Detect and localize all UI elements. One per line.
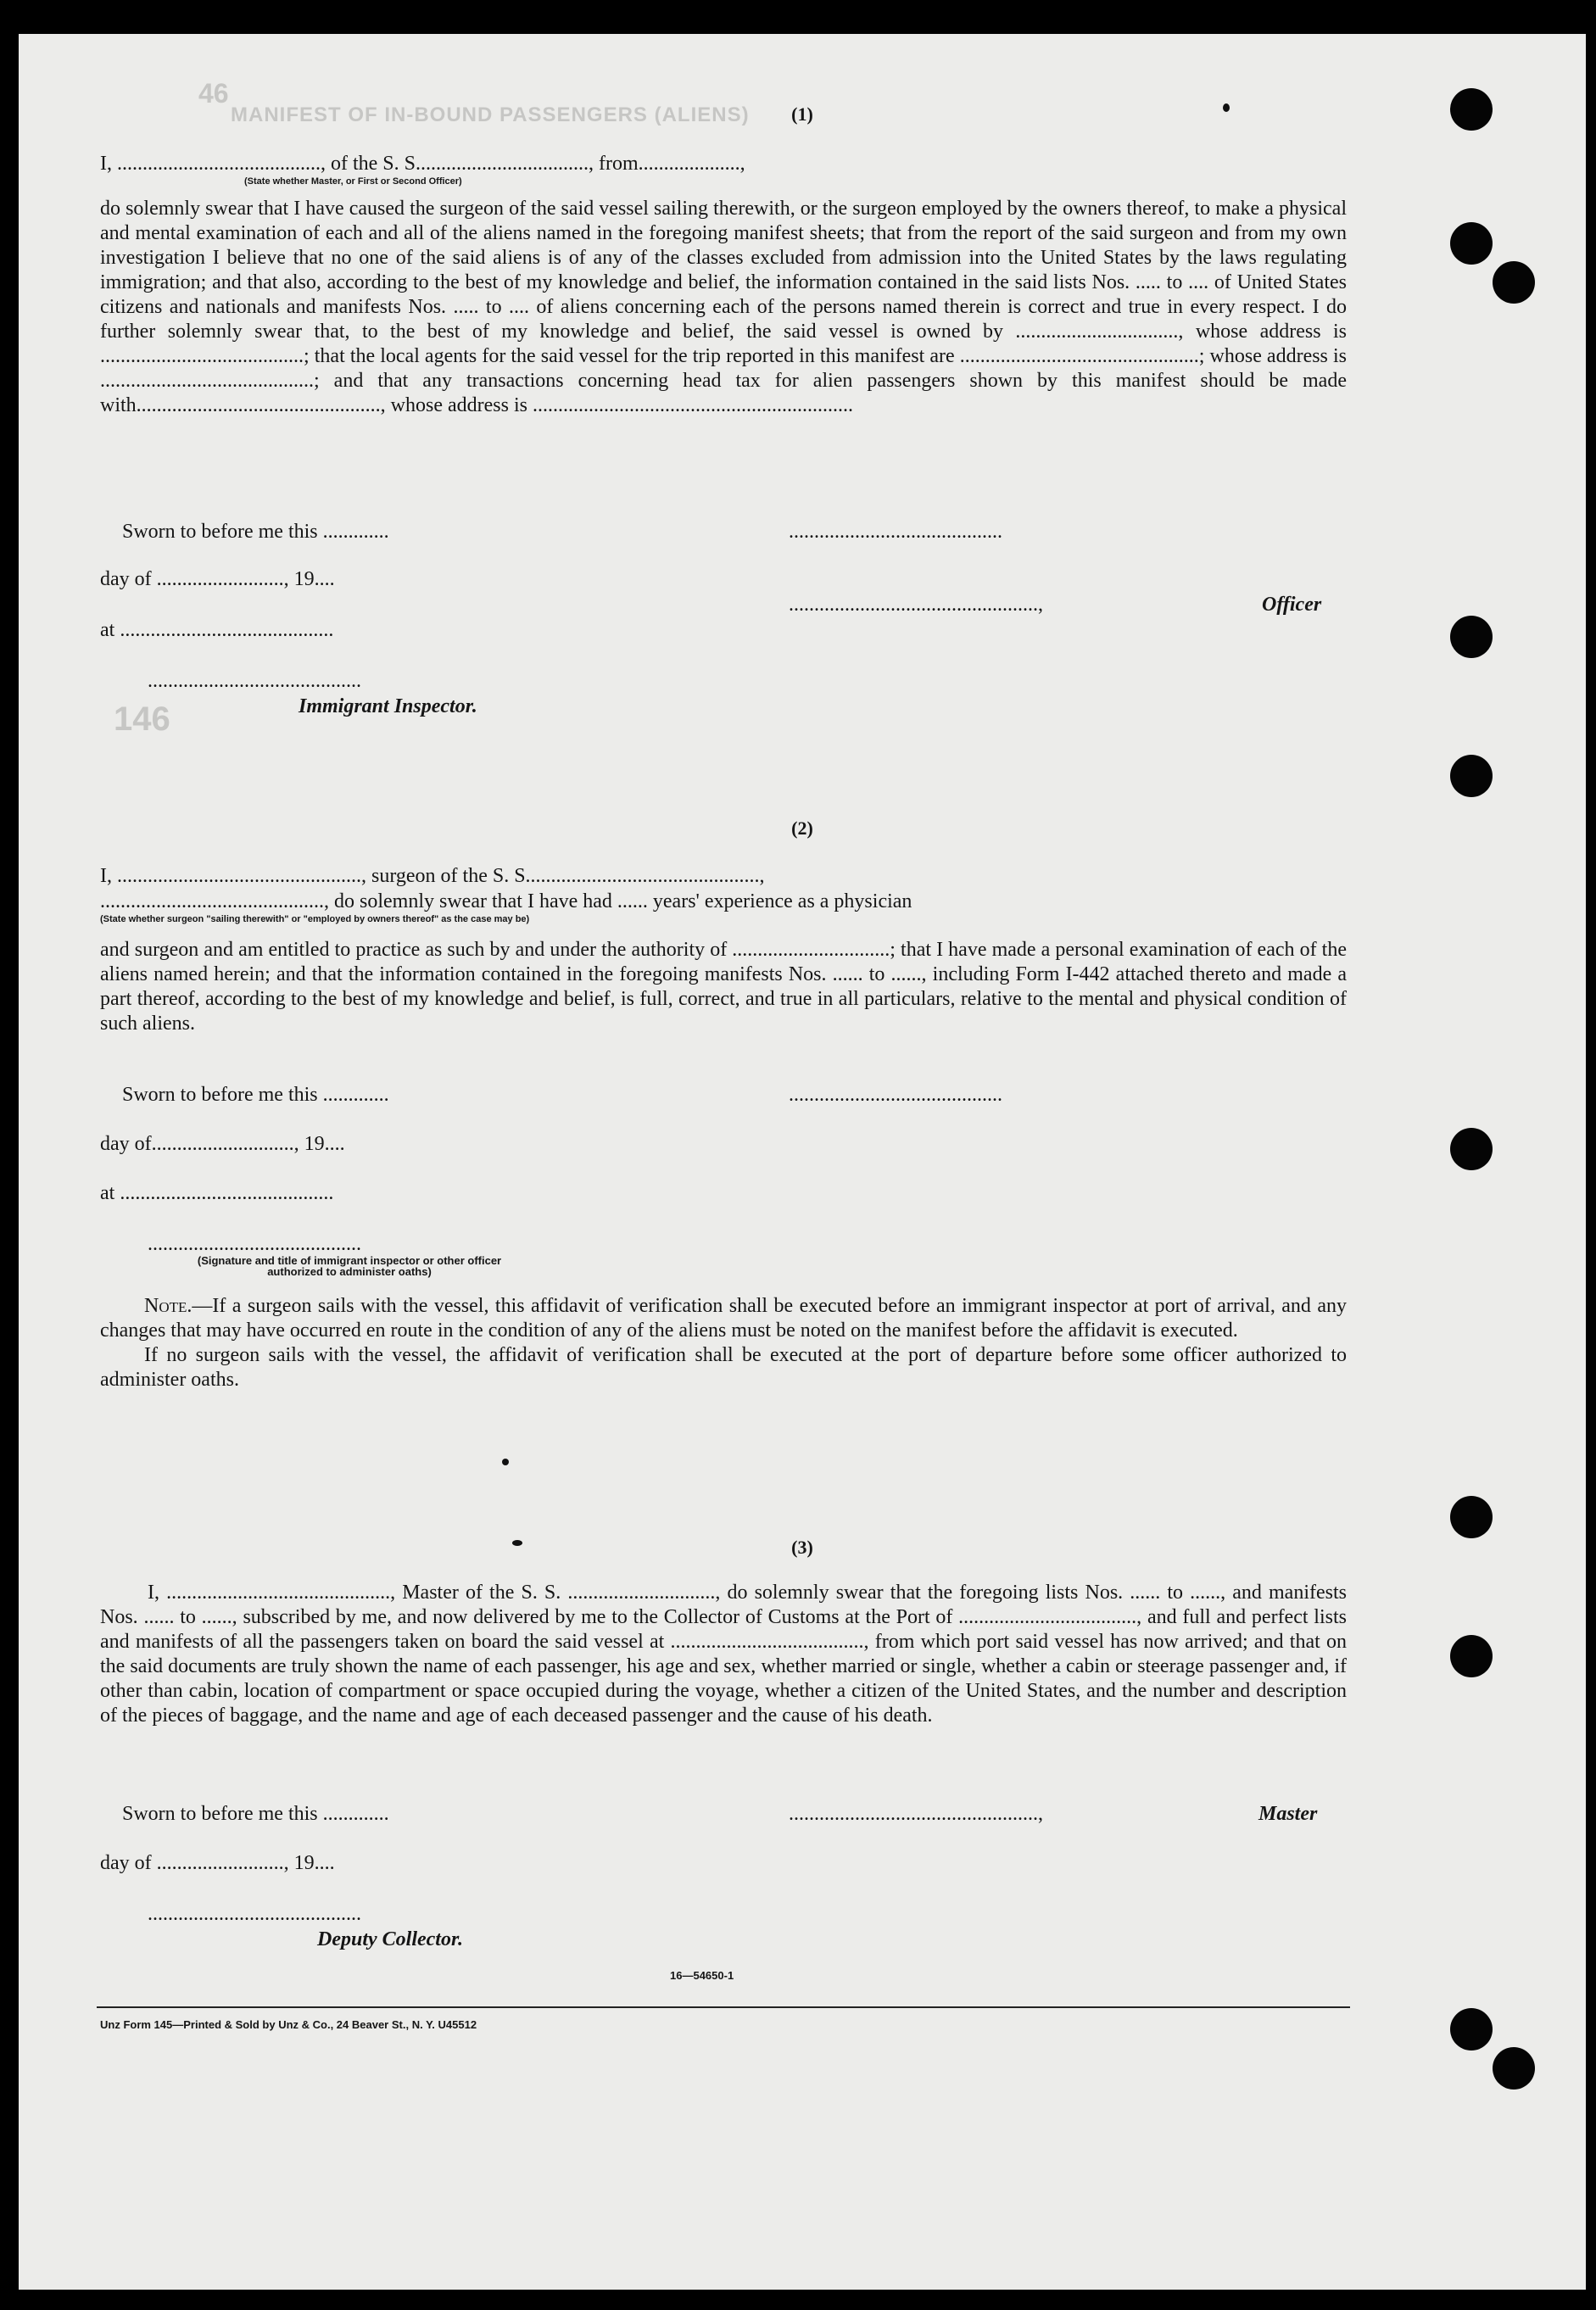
punch-hole xyxy=(1450,1635,1493,1677)
section-2-note xyxy=(100,1294,1347,1392)
punch-hole xyxy=(1450,616,1493,658)
punch-hole xyxy=(1450,2008,1493,2051)
section-1-caption: (State whether Master, or First or Second Officer) xyxy=(244,176,462,187)
section-3-master-label: Master xyxy=(1258,1803,1318,1825)
section-2-first-line: I, ................................................, surgeon of the S. S.............................................., xyxy=(100,865,765,887)
punch-hole xyxy=(1450,1128,1493,1170)
bleed-through-number: 146 xyxy=(114,700,170,738)
section-2-sworn: Sworn to before me this ............. xyxy=(122,1084,389,1106)
section-3-collector-label: Deputy Collector. xyxy=(317,1928,463,1950)
section-1-at: at .......................................... xyxy=(100,619,334,641)
ink-speck xyxy=(502,1459,509,1465)
section-2-inspector-line: .......................................... xyxy=(148,1233,361,1255)
bleed-through-number: 46 xyxy=(198,78,229,109)
form-number: 16—54650-1 xyxy=(670,1969,734,1982)
bleed-through-text: MANIFEST OF IN-BOUND PASSENGERS (ALIENS) xyxy=(231,103,750,126)
section-2-text: and surgeon and am entitled to practice as such by and under the authority of ...............................; that I have made a personal examination of each of the aliens named herein; and that the information contained in the foregoing manifests Nos. ...... to ......, including Form I-442 attached thereto and made a part thereof, according to the best of my knowledge and belief, is full, correct, and true in all particulars, relative to the mental and physical condition of such aliens. xyxy=(100,939,1347,1035)
section-2-caption: (State whether surgeon "sailing therewith" or "employed by owners thereof" as the case may be) xyxy=(100,914,530,924)
section-1-sworn: Sworn to before me this ............. xyxy=(122,521,389,543)
note-paragraph-1 xyxy=(100,1294,1347,1343)
section-3-text: I, ............................................, Master of the S. S. ............................., do solemnly swear that the foregoing lists Nos. ...... to ......, and manifests Nos. ...... to ......, subscribed by me, and now delivered by me to the Collector of Customs at the Port of ..................................., and full and perfect lists and manifests of all the passengers taken on board the said vessel at ......................................, from which port said vessel has now arrived; and that on the said documents are truly shown the name of each passenger, his age and sex, whether married or single, whether a cabin or steerage passenger and, if other than cabin, location of compartment or space occupied during the voyage, whether a citizen of the United States, and the number and description of the pieces of baggage, and the name and age of each deceased passenger and the cause of his death. xyxy=(100,1582,1347,1727)
section-2-day: day of............................, 19.... xyxy=(100,1133,345,1155)
section-2-signature-caption: (Signature and title of immigrant inspector or other officer authorized to administer oaths) xyxy=(197,1254,502,1278)
punch-hole xyxy=(1450,755,1493,797)
section-2-at: at .......................................... xyxy=(100,1182,334,1204)
note-text-1: —If a surgeon sails with the vessel, this affidavit of verification shall be executed before an immigrant inspector at port of arrival, and any changes that may have occurred en route in the condition of any of the aliens must be noted on the manifest before the affidavit is executed. xyxy=(100,1295,1347,1342)
section-3-sworn: Sworn to before me this ............. xyxy=(122,1803,389,1825)
section-1-number: (1) xyxy=(791,103,813,125)
punch-hole xyxy=(1450,222,1493,265)
section-2-body xyxy=(100,938,1347,1036)
section-1-day: day of ........................., 19.... xyxy=(100,568,335,590)
section-1-body xyxy=(100,197,1347,418)
printer-imprint: Unz Form 145—Printed & Sold by Unz & Co., 24 Beaver St., N. Y. U45512 xyxy=(100,2018,477,2031)
section-3-day: day of ........................., 19.... xyxy=(100,1852,335,1874)
section-3-number: (3) xyxy=(791,1537,813,1558)
punch-hole xyxy=(1450,1496,1493,1538)
section-3-body xyxy=(100,1581,1347,1728)
section-1-inspector-line: .......................................... xyxy=(148,670,361,692)
section-1-officer-line: ................................................., xyxy=(789,594,1043,616)
section-3-collector-line: .......................................... xyxy=(148,1903,361,1925)
section-1-inspector-label: Immigrant Inspector. xyxy=(299,695,477,717)
punch-hole xyxy=(1493,2047,1535,2090)
section-1-officer-label: Officer xyxy=(1262,594,1322,616)
section-2-signature-line: .......................................... xyxy=(789,1084,1002,1106)
section-2-second-line: ............................................, do solemnly swear that I have had ...... years' experience as a physician xyxy=(100,890,912,912)
footer-rule xyxy=(97,2006,1350,2008)
section-1-signature-line: .......................................... xyxy=(789,521,1002,543)
note-label: Note. xyxy=(144,1295,193,1317)
note-paragraph-2: If no surgeon sails with the vessel, the affidavit of verification shall be executed at the port of departure before some officer authorized to administer oaths. xyxy=(100,1344,1347,1391)
section-1-first-line: I, ........................................, of the S. S.................................., from...................., xyxy=(100,153,745,175)
section-2-number: (2) xyxy=(791,817,813,839)
punch-hole xyxy=(1493,261,1535,304)
section-1-text: do solemnly swear that I have caused the surgeon of the said vessel sailing therewith, or the surgeon employed by the owners thereof, to make a physical and mental examination of each and all of the aliens named in the foregoing manifest sheets; that from the report of the said surgeon and from my own investigation I believe that no one of the said aliens is of any of the classes excluded from admission into the United States by the laws regulating immigration; and that also, according to the best of my knowledge and belief, the information contained in the said lists Nos. ..... to .... of United States citizens and nationals and manifests Nos. ..... to .... of aliens concerning each of the persons named therein is correct and true in every respect. I do further solemnly swear that, to the best of my knowledge and belief, the said vessel is owned by ................................, whose address is ........................................; that the local agents for the said vessel for the trip reported in this manifest are ...............................................; whose address is ..........................................; and that any transactions concerning head tax for alien passengers shown by this manifest should be made with................................................, whose address is ............................................................... xyxy=(100,198,1347,416)
manifest-back-page xyxy=(19,34,1586,2290)
section-3-master-line: ................................................., xyxy=(789,1803,1043,1825)
